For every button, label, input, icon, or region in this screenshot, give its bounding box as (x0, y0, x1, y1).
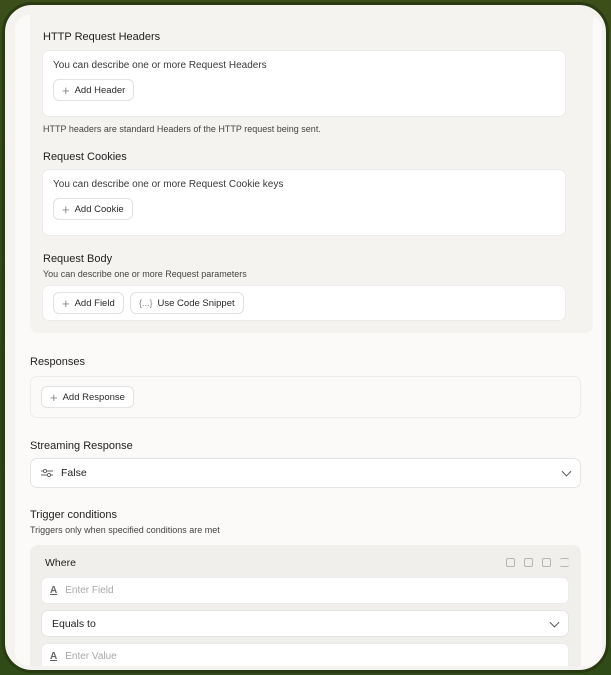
responses-card (30, 376, 581, 418)
headers-title: HTTP Request Headers (43, 31, 161, 43)
plus-icon: + (62, 82, 70, 98)
add-response-label: Add Response (62, 391, 125, 403)
headers-card (42, 50, 566, 117)
body-card (42, 285, 566, 321)
config-panel (15, 15, 602, 666)
headers-description: You can describe one or more Request Headers (53, 60, 267, 71)
trash-icon[interactable] (524, 558, 533, 567)
text-type-icon: A (50, 585, 58, 596)
condition-actions (506, 558, 569, 567)
trigger-description: Triggers only when specified conditions are met (30, 525, 220, 535)
scroll-area[interactable] (15, 15, 602, 666)
add-field-label: Add Field (74, 297, 115, 309)
add-response-button[interactable] (41, 386, 134, 408)
cookies-title: Request Cookies (43, 151, 127, 163)
cookies-card (42, 169, 566, 236)
add-header-button[interactable] (53, 79, 134, 101)
window-frame (2, 2, 609, 673)
body-description: You can describe one or more Request parameters (43, 269, 247, 279)
streaming-title: Streaming Response (30, 440, 133, 452)
cookies-description: You can describe one or more Request Cookie keys (53, 179, 284, 190)
responses-title: Responses (30, 356, 86, 368)
add-field-button[interactable] (53, 292, 124, 314)
code-braces-icon: {...} (139, 298, 153, 308)
streaming-value: False (61, 467, 87, 479)
where-condition-box (30, 545, 581, 666)
value-placeholder: Enter Value (65, 651, 117, 662)
streaming-select[interactable] (30, 458, 581, 488)
body-title: Request Body (43, 253, 113, 265)
chevron-down-icon (550, 617, 560, 627)
field-input[interactable] (41, 577, 569, 604)
field-placeholder: Enter Field (65, 585, 114, 596)
comment-icon[interactable] (506, 558, 515, 567)
copy-icon[interactable] (542, 558, 551, 567)
headers-footnote: HTTP headers are standard Headers of the HTTP request being sent. (43, 124, 321, 134)
value-input[interactable] (41, 643, 569, 666)
operator-select[interactable] (41, 610, 569, 637)
trigger-title: Trigger conditions (30, 509, 118, 521)
settings-sliders-icon (41, 468, 53, 478)
plus-icon: + (62, 201, 70, 217)
add-header-label: Add Header (74, 84, 126, 96)
text-type-icon: A (50, 651, 58, 662)
plus-icon: + (62, 295, 70, 311)
chevron-down-icon (562, 467, 572, 477)
add-cookie-button[interactable] (53, 198, 133, 220)
operator-value: Equals to (52, 617, 96, 630)
use-code-snippet-label: Use Code Snippet (157, 297, 235, 309)
where-label: Where (45, 557, 76, 569)
use-code-snippet-button[interactable] (130, 292, 244, 314)
list-icon[interactable] (560, 558, 569, 567)
add-cookie-label: Add Cookie (74, 203, 124, 215)
plus-icon: + (50, 389, 58, 405)
